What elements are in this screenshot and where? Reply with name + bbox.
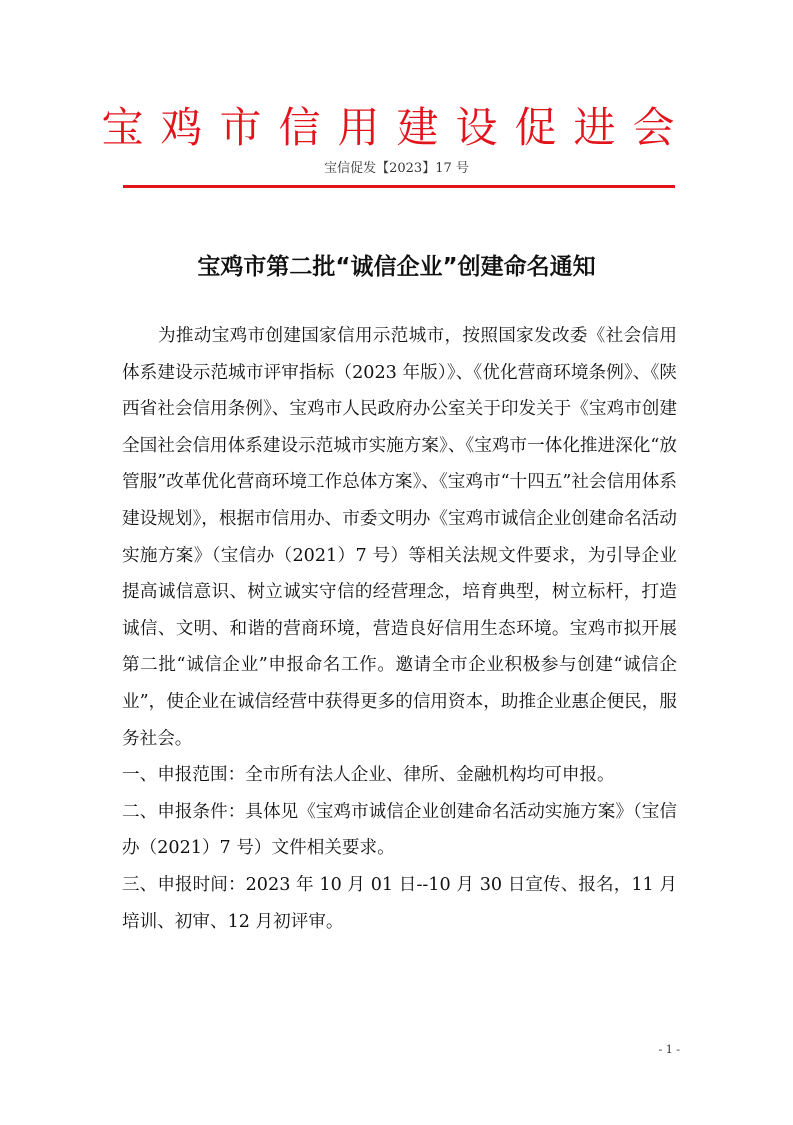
conditions-paragraph: 二、申报条件：具体见《宝鸡市诚信企业创建命名活动实施方案》（宝信办（2021）7 号）文件相关要求。 [122,801,677,859]
document-body [122,318,677,940]
document-number: 宝信促发【2023】17 号 [324,161,469,176]
scope-paragraph: 一、申报范围：全市所有法人企业、律所、金融机构均可申报。 [122,765,615,786]
header-red-rule [123,185,675,188]
page-number: - 1 - [658,1043,680,1056]
document-title: 宝鸡市第二批“诚信企业”创建命名通知 [197,254,596,280]
intro-paragraph: 为推动宝鸡市创建国家信用示范城市，按照国家发改委《社会信用体系建设示范城市评审指标（2023 年版）》、《优化营商环境条例》、《陕西省社会信用条例》、宝鸡市人民政府办公室关于印发关于《宝鸡市创建全国社会信用体系建设示范城市实施方案》、《宝鸡市一体化推进深化“放管服”改革优化营商环境工作总体方案》、《宝鸡市“十四五”社会信用体系建设规划》，根据市信用办、市委文明办《宝鸡市诚信企业创建命名活动实施方案》（宝信办（2021）7 号）等相关法规文件要求，为引导企业提高诚信意识、树立诚实守信的经营理念，培育典型，树立标杆，打造诚信、文明、和谐的营商环境，营造良好信用生态环境。宝鸡市拟开展第二批“诚信企业”申报命名工作。邀请全市企业积极参与创建“诚信企业”，使企业在诚信经营中获得更多的信用资本，助推企业惠企便民，服务社会。 [122,326,677,749]
time-paragraph: 三、申报时间：2023 年 10 月 01 日--10 月 30 日宣传、报名，11 月培训、初审、12 月初评审。 [122,874,677,932]
organization-header: 宝鸡市信用建设促进会 [101,103,692,152]
